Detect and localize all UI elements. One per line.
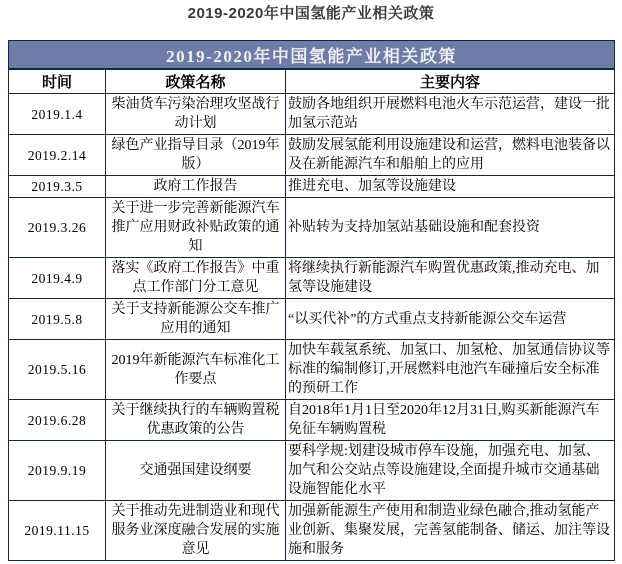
table-row (9, 258, 615, 299)
table-row (9, 400, 615, 441)
cell-policy: 柴油货车污染治理攻坚战行动计划 (106, 94, 286, 135)
cell-content: 要科学规:划建设城市停车设施，加强充电、加氢、加气和公交站点等设施建设,全面提升城市交通基础设施智能化水平 (286, 441, 615, 501)
table-row (9, 340, 615, 400)
cell-policy: 关于进一步完善新能源汽车推广应用财政补贴政策的通知 (106, 198, 286, 258)
cell-content: 加快车载氢系统、加氢口、加氢枪、加氢通信协议等标准的编制修订,开展燃料电池汽车碰撞后安全标准的预研工作 (286, 340, 615, 400)
cell-content: 推进充电、加氢等设施建设 (286, 176, 615, 198)
cell-content: 鼓励发展氢能利用设施建设和运营，燃料电池装备以及在新能源汽车和船舶上的应用 (286, 135, 615, 176)
table-row (9, 501, 615, 561)
table-row (9, 176, 615, 198)
cell-date: 2019.9.19 (9, 441, 106, 501)
cell-date: 2019.5.8 (9, 299, 106, 340)
cell-date: 2019.6.28 (9, 400, 106, 441)
cell-content: “以买代补”的方式重点支持新能源公交车运营 (286, 299, 615, 340)
cell-date: 2019.2.14 (9, 135, 106, 176)
cell-policy: 2019年新能源汽车标准化工作要点 (106, 340, 286, 400)
cell-policy: 落实《政府工作报告》中重点工作部门分工意见 (106, 258, 286, 299)
cell-content: 加强新能源生产使用和制造业绿色融合,推动氢能产业创新、集聚发展，完善氢能制备、储运、加注等设施和服务 (286, 501, 615, 561)
cell-date: 2019.1.4 (9, 94, 106, 135)
table-row (9, 94, 615, 135)
cell-content: 补贴转为支持加氢站基础设施和配套投资 (286, 198, 615, 258)
table-row (9, 135, 615, 176)
cell-policy: 交通强国建设纲要 (106, 441, 286, 501)
cell-policy: 关于继续执行的车辆购置税优惠政策的公告 (106, 400, 286, 441)
page-title: 2019-2020年中国氢能产业相关政策 (187, 5, 435, 22)
cell-policy: 关于推动先进制造业和现代服务业深度融合发展的实施意见 (106, 501, 286, 561)
cell-date: 2019.3.5 (9, 176, 106, 198)
cell-date: 2019.11.15 (9, 501, 106, 561)
table-caption-band: 2019-2020年中国氢能产业相关政策 (9, 41, 615, 70)
policy-table (8, 40, 615, 561)
column-header-policy: 政策名称 (106, 69, 286, 94)
cell-content: 自2018年1月1日至2020年12月31日,购买新能源汽车免征车辆购置税 (286, 400, 615, 441)
table-row (9, 299, 615, 340)
column-header-row (9, 69, 615, 94)
caption-row (9, 41, 615, 70)
table-row (9, 198, 615, 258)
cell-policy: 绿色产业指导目录（2019年版） (106, 135, 286, 176)
cell-date: 2019.4.9 (9, 258, 106, 299)
cell-policy: 政府工作报告 (106, 176, 286, 198)
column-header-time: 时间 (9, 69, 106, 94)
cell-date: 2019.5.16 (9, 340, 106, 400)
cell-date: 2019.3.26 (9, 198, 106, 258)
column-header-content: 主要内容 (286, 69, 615, 94)
table-row (9, 441, 615, 501)
cell-policy: 关于支持新能源公交车推广应用的通知 (106, 299, 286, 340)
cell-content: 鼓励各地组织开展燃料电池火车示范运营，建设一批加氢示范站 (286, 94, 615, 135)
cell-content: 将继续执行新能源汽车购置优惠政策,推动充电、加氢等设施建设 (286, 258, 615, 299)
